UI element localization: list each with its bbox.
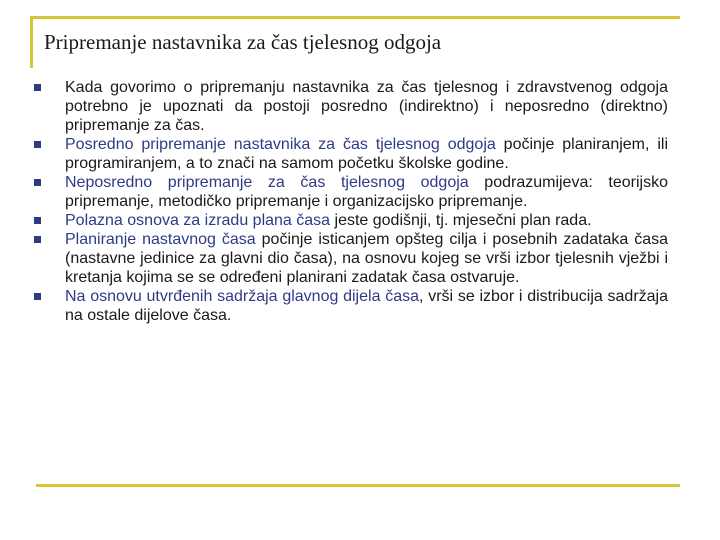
square-bullet-icon <box>34 141 41 148</box>
bullet-item <box>34 211 668 230</box>
bullet-text: jeste godišnji, tj. mjesečni plan rada. <box>330 212 592 229</box>
bullet-highlight: Na osnovu utvrđenih sadržaja glavnog dijela časa <box>65 288 420 305</box>
square-bullet-icon <box>34 236 41 243</box>
bullet-item <box>34 135 668 173</box>
bullet-text: , vrši se izbor i distribucija sadržaja na ostale dijelove časa. <box>65 288 669 324</box>
bullet-text: podrazumijeva: teorijsko pripremanje, metodičko pripremanje i organizacijsko pripremanje. <box>65 174 668 210</box>
bullet-list <box>34 78 668 325</box>
bullet-text: počinje isticanjem opšteg cilja i posebnih zadataka časa (nastavne jedinice za glavni dio časa), na osnovu kojeg se vrši izbor tjelesnih vježbi i kretanja kojima se se određeni planirani zadatak časa ostvaruje. <box>65 231 668 286</box>
bullet-text: počinje planiranjem, ili programiranjem, a to znači na samom početku školske godine. <box>65 136 669 172</box>
bullet-highlight: Planiranje nastavnog časa <box>65 231 256 248</box>
frame-top-rule <box>30 16 680 19</box>
bullet-text: Kada govorimo o pripremanju nastavnika za čas tjelesnog i zdravstvenog odgoja potrebno je upoznati da postoji posredno (indirektno) i neposredno (direktno) pripremanje za čas. <box>65 79 668 134</box>
bullet-item <box>34 230 668 287</box>
square-bullet-icon <box>34 217 41 224</box>
square-bullet-icon <box>34 293 41 300</box>
bullet-item <box>34 287 668 325</box>
frame-bottom-rule <box>36 484 680 487</box>
bullet-highlight: Polazna osnova za izradu plana časa <box>65 212 331 229</box>
slide-title: Pripremanje nastavnika za čas tjelesnog odgoja <box>44 30 442 54</box>
frame-left-rule <box>30 16 33 68</box>
bullet-item <box>34 173 668 211</box>
bullet-highlight: Neposredno pripremanje za čas tjelesnog odgoja <box>65 174 469 191</box>
square-bullet-icon <box>34 84 41 91</box>
bullet-item <box>34 78 668 135</box>
bullet-highlight: Posredno pripremanje nastavnika za čas tjelesnog odgoja <box>65 136 496 153</box>
square-bullet-icon <box>34 179 41 186</box>
